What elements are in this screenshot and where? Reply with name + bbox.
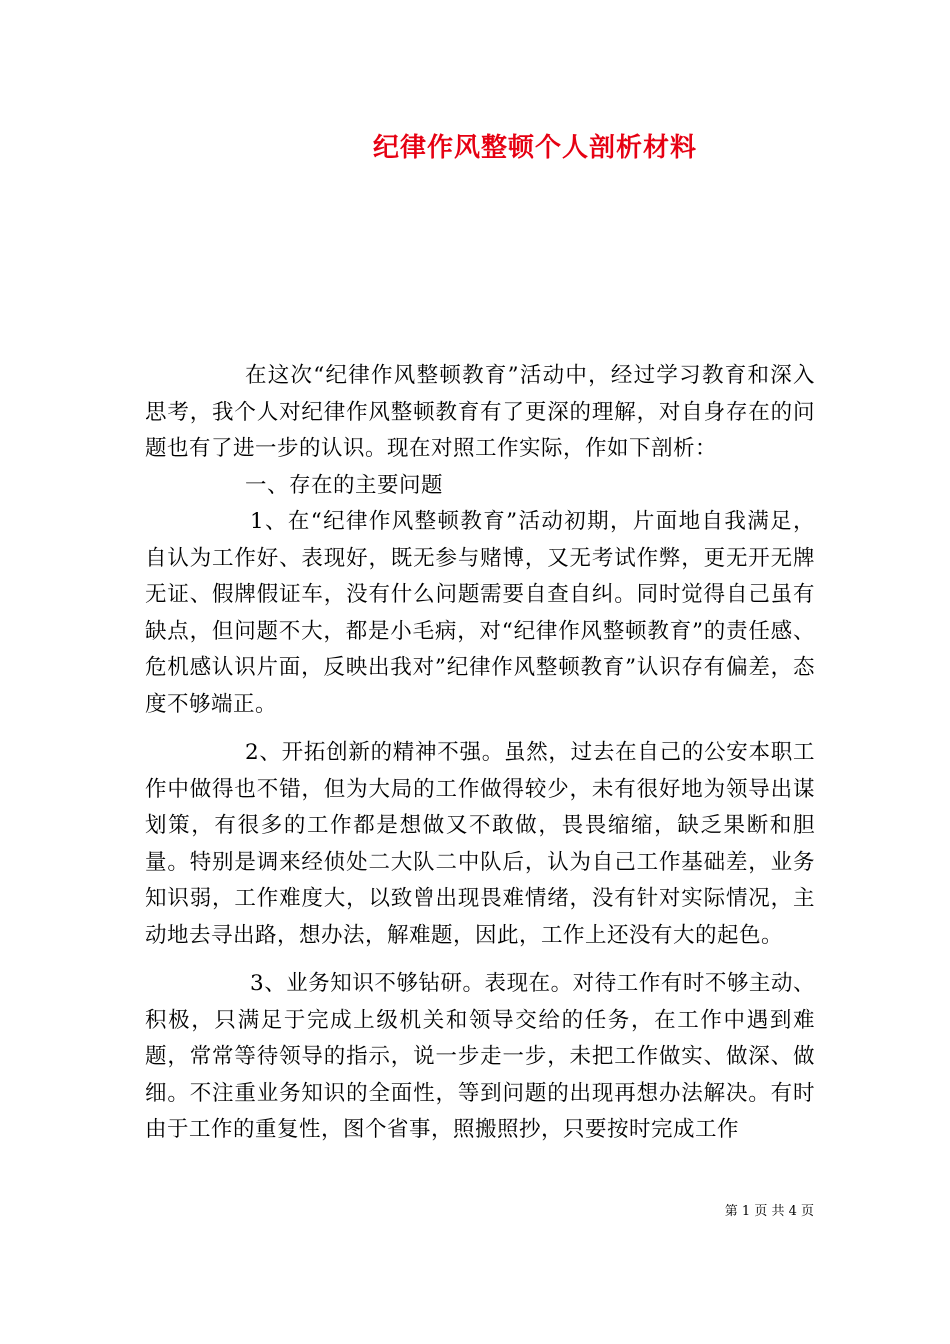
paragraph-item-2: 2、开拓创新的精神不强。虽然，过去在自己的公安本职工作中做得也不错，但为大局的工作做得较少，未有很好地为领导出谋划策，有很多的工作都是想做又不敢做，畏畏缩缩，缺乏果断和胆量。特别是调来经侦处二大队二中队后，认为自己工作基础差，业务知识弱，工作难度大，以致曾出现畏难情绪，没有针对实际情况，主动地去寻出路，想办法，解难题，因此，工作上还没有大的起色。 [145, 740, 815, 948]
paragraph-intro: 在这次“纪律作风整顿教育”活动中，经过学习教育和深入思考，我个人对纪律作风整顿教育有了更深的理解，对自身存在的问题也有了进一步的认识。现在对照工作实际，作如下剖析： [145, 363, 815, 461]
paragraph-item-1: 1、在“纪律作风整顿教育”活动初期，片面地自我满足，自认为工作好、表现好，既无参与赌博，又无考试作弊，更无开无牌无证、假牌假证车，没有什么问题需要自查自纠。同时觉得自己虽有缺点，但问题不大，都是小毛病，对“纪律作风整顿教育”的责任感、危机感认识片面，反映出我对”纪律作风整顿教育”认识存有偏差，态度不够端正。 [145, 509, 815, 717]
document-title: 纪律作风整顿个人剖析材料 [372, 133, 697, 163]
document-body [145, 358, 815, 1149]
page-footer: 第 1 页 共 4 页 [724, 1204, 814, 1219]
paragraph-item-3: 3、业务知识不够钻研。表现在。对待工作有时不够主动、积极，只满足于完成上级机关和领导交给的任务，在工作中遇到难题，常常等待领导的指示，说一步走一步，未把工作做实、做深、做细。不注重业务知识的全面性，等到问题的出现再想办法解决。有时由于工作的重复性，图个省事，照搬照抄，只要按时完成工作 [145, 971, 815, 1142]
section-heading: 一、存在的主要问题 [245, 472, 444, 498]
